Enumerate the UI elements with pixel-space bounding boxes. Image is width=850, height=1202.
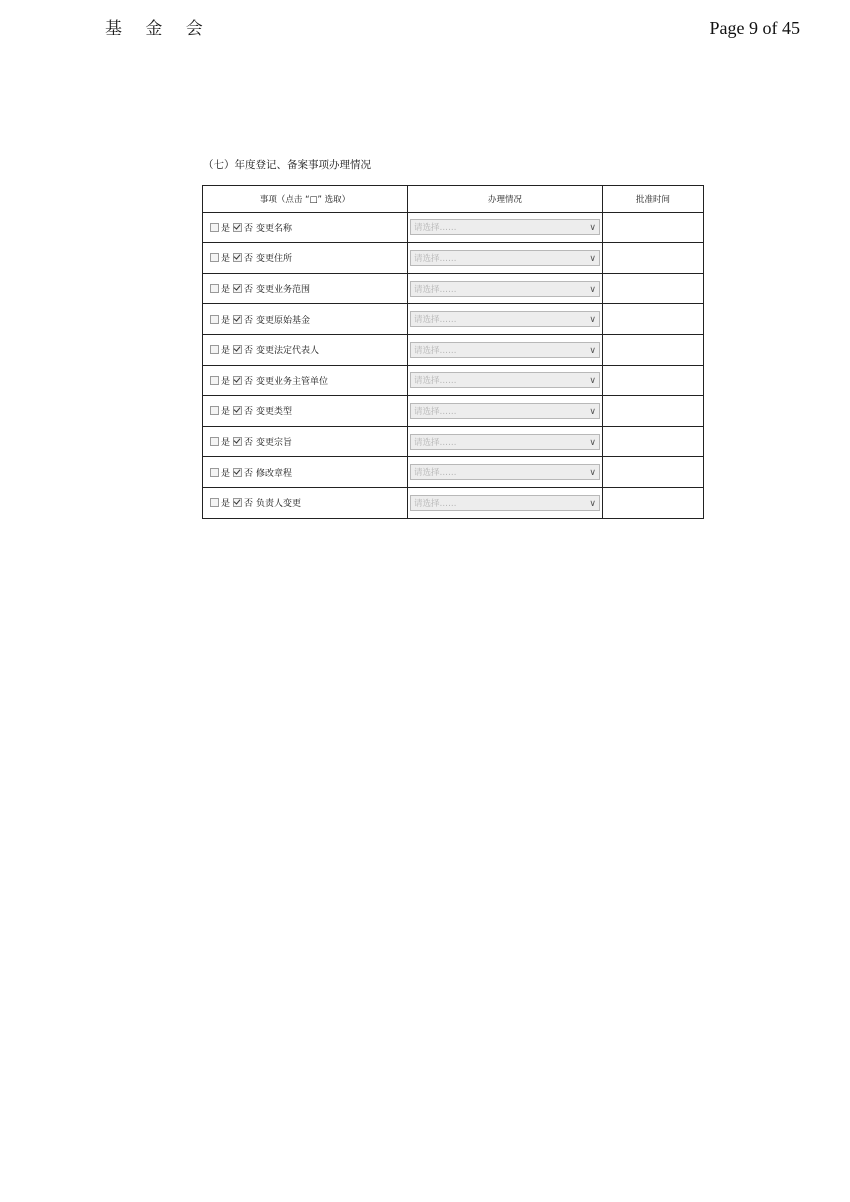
status-select[interactable] bbox=[410, 311, 600, 327]
item-name: 变更宗旨 bbox=[256, 438, 293, 449]
approval-time-cell[interactable] bbox=[603, 212, 704, 243]
yes-checkbox[interactable] bbox=[210, 498, 219, 507]
yes-label: 是 bbox=[221, 407, 231, 418]
approval-time-cell[interactable] bbox=[603, 365, 704, 396]
yes-checkbox[interactable] bbox=[210, 345, 219, 354]
table-row bbox=[203, 212, 704, 243]
chevron-down-icon: ∨ bbox=[589, 437, 596, 448]
no-checkbox[interactable] bbox=[233, 315, 242, 324]
approval-time-cell[interactable] bbox=[603, 457, 704, 488]
item-cell bbox=[203, 334, 408, 365]
table-row bbox=[203, 304, 704, 335]
table-row bbox=[203, 457, 704, 488]
yes-label: 是 bbox=[221, 254, 231, 265]
item-cell bbox=[203, 243, 408, 274]
item-name: 变更类型 bbox=[256, 407, 293, 418]
no-label: 否 bbox=[244, 285, 254, 296]
table-row bbox=[203, 243, 704, 274]
chevron-down-icon: ∨ bbox=[589, 223, 596, 234]
yes-label: 是 bbox=[221, 315, 231, 326]
status-select[interactable] bbox=[410, 281, 600, 297]
no-label: 否 bbox=[244, 407, 254, 418]
select-placeholder: 请选择…… bbox=[414, 437, 457, 448]
status-cell bbox=[408, 304, 603, 335]
chevron-down-icon: ∨ bbox=[589, 468, 596, 479]
status-select[interactable] bbox=[410, 464, 600, 480]
yes-checkbox[interactable] bbox=[210, 284, 219, 293]
status-select[interactable] bbox=[410, 342, 600, 358]
item-cell bbox=[203, 396, 408, 427]
table-row bbox=[203, 365, 704, 396]
item-cell bbox=[203, 457, 408, 488]
yes-checkbox[interactable] bbox=[210, 223, 219, 232]
item-name: 变更法定代表人 bbox=[256, 346, 320, 357]
table-row bbox=[203, 487, 704, 518]
select-placeholder: 请选择…… bbox=[414, 345, 457, 356]
column-header-item: 事项（点击 “□” 选取） bbox=[203, 186, 408, 213]
item-name: 变更业务主管单位 bbox=[256, 376, 329, 387]
no-checkbox[interactable] bbox=[233, 468, 242, 477]
chevron-down-icon: ∨ bbox=[589, 498, 596, 509]
approval-time-cell[interactable] bbox=[603, 487, 704, 518]
chevron-down-icon: ∨ bbox=[589, 406, 596, 417]
yes-label: 是 bbox=[221, 346, 231, 357]
yes-checkbox[interactable] bbox=[210, 437, 219, 446]
select-placeholder: 请选择…… bbox=[414, 468, 457, 479]
no-checkbox[interactable] bbox=[233, 498, 242, 507]
no-checkbox[interactable] bbox=[233, 253, 242, 262]
status-select[interactable] bbox=[410, 403, 600, 419]
no-label: 否 bbox=[244, 254, 254, 265]
section-title: （七）年度登记、备案事项办理情况 bbox=[203, 159, 371, 171]
approval-time-cell[interactable] bbox=[603, 426, 704, 457]
item-name: 变更住所 bbox=[256, 254, 293, 265]
no-checkbox[interactable] bbox=[233, 406, 242, 415]
yes-label: 是 bbox=[221, 438, 231, 449]
chevron-down-icon: ∨ bbox=[589, 315, 596, 326]
status-cell bbox=[408, 426, 603, 457]
status-select[interactable] bbox=[410, 372, 600, 388]
status-select[interactable] bbox=[410, 495, 600, 511]
item-cell bbox=[203, 365, 408, 396]
approval-time-cell[interactable] bbox=[603, 334, 704, 365]
status-select[interactable] bbox=[410, 250, 600, 266]
yes-label: 是 bbox=[221, 285, 231, 296]
column-header-approval-time: 批准时间 bbox=[603, 186, 704, 213]
yes-label: 是 bbox=[221, 223, 231, 234]
table-row bbox=[203, 273, 704, 304]
select-placeholder: 请选择…… bbox=[414, 406, 457, 417]
item-name: 变更原始基金 bbox=[256, 315, 311, 326]
yes-checkbox[interactable] bbox=[210, 376, 219, 385]
no-checkbox[interactable] bbox=[233, 345, 242, 354]
table-row bbox=[203, 396, 704, 427]
item-cell bbox=[203, 212, 408, 243]
status-cell bbox=[408, 334, 603, 365]
item-cell bbox=[203, 304, 408, 335]
status-cell bbox=[408, 487, 603, 518]
item-name: 负责人变更 bbox=[256, 499, 302, 510]
chevron-down-icon: ∨ bbox=[589, 284, 596, 295]
no-label: 否 bbox=[244, 223, 254, 234]
chevron-down-icon: ∨ bbox=[589, 376, 596, 387]
select-placeholder: 请选择…… bbox=[414, 315, 457, 326]
no-checkbox[interactable] bbox=[233, 223, 242, 232]
no-checkbox[interactable] bbox=[233, 376, 242, 385]
select-placeholder: 请选择…… bbox=[414, 253, 457, 264]
status-select[interactable] bbox=[410, 219, 600, 235]
chevron-down-icon: ∨ bbox=[589, 345, 596, 356]
yes-checkbox[interactable] bbox=[210, 406, 219, 415]
item-name: 修改章程 bbox=[256, 468, 293, 479]
no-label: 否 bbox=[244, 346, 254, 357]
approval-time-cell[interactable] bbox=[603, 396, 704, 427]
table-row bbox=[203, 426, 704, 457]
no-label: 否 bbox=[244, 468, 254, 479]
no-label: 否 bbox=[244, 315, 254, 326]
table-body bbox=[203, 212, 704, 518]
item-cell bbox=[203, 426, 408, 457]
select-placeholder: 请选择…… bbox=[414, 376, 457, 387]
page-number: Page 9 of 45 bbox=[709, 18, 800, 38]
status-cell bbox=[408, 243, 603, 274]
status-cell bbox=[408, 396, 603, 427]
status-select[interactable] bbox=[410, 434, 600, 450]
status-cell bbox=[408, 273, 603, 304]
select-placeholder: 请选择…… bbox=[414, 498, 457, 509]
yes-label: 是 bbox=[221, 468, 231, 479]
chevron-down-icon: ∨ bbox=[589, 253, 596, 264]
approval-time-cell[interactable] bbox=[603, 243, 704, 274]
organization-name: 基 金 会 bbox=[105, 19, 212, 39]
registration-items-table bbox=[202, 185, 704, 519]
no-checkbox[interactable] bbox=[233, 437, 242, 446]
table-header-row bbox=[203, 186, 704, 213]
yes-label: 是 bbox=[221, 376, 231, 387]
select-placeholder: 请选择…… bbox=[414, 223, 457, 234]
yes-label: 是 bbox=[221, 499, 231, 510]
no-label: 否 bbox=[244, 376, 254, 387]
status-cell bbox=[408, 365, 603, 396]
column-header-status: 办理情况 bbox=[408, 186, 603, 213]
item-name: 变更名称 bbox=[256, 223, 293, 234]
approval-time-cell[interactable] bbox=[603, 273, 704, 304]
no-label: 否 bbox=[244, 438, 254, 449]
yes-checkbox[interactable] bbox=[210, 468, 219, 477]
item-cell bbox=[203, 273, 408, 304]
status-cell bbox=[408, 457, 603, 488]
yes-checkbox[interactable] bbox=[210, 315, 219, 324]
yes-checkbox[interactable] bbox=[210, 253, 219, 262]
no-label: 否 bbox=[244, 499, 254, 510]
item-cell bbox=[203, 487, 408, 518]
status-cell bbox=[408, 212, 603, 243]
table-row bbox=[203, 334, 704, 365]
item-name: 变更业务范围 bbox=[256, 285, 311, 296]
no-checkbox[interactable] bbox=[233, 284, 242, 293]
approval-time-cell[interactable] bbox=[603, 304, 704, 335]
select-placeholder: 请选择…… bbox=[414, 284, 457, 295]
